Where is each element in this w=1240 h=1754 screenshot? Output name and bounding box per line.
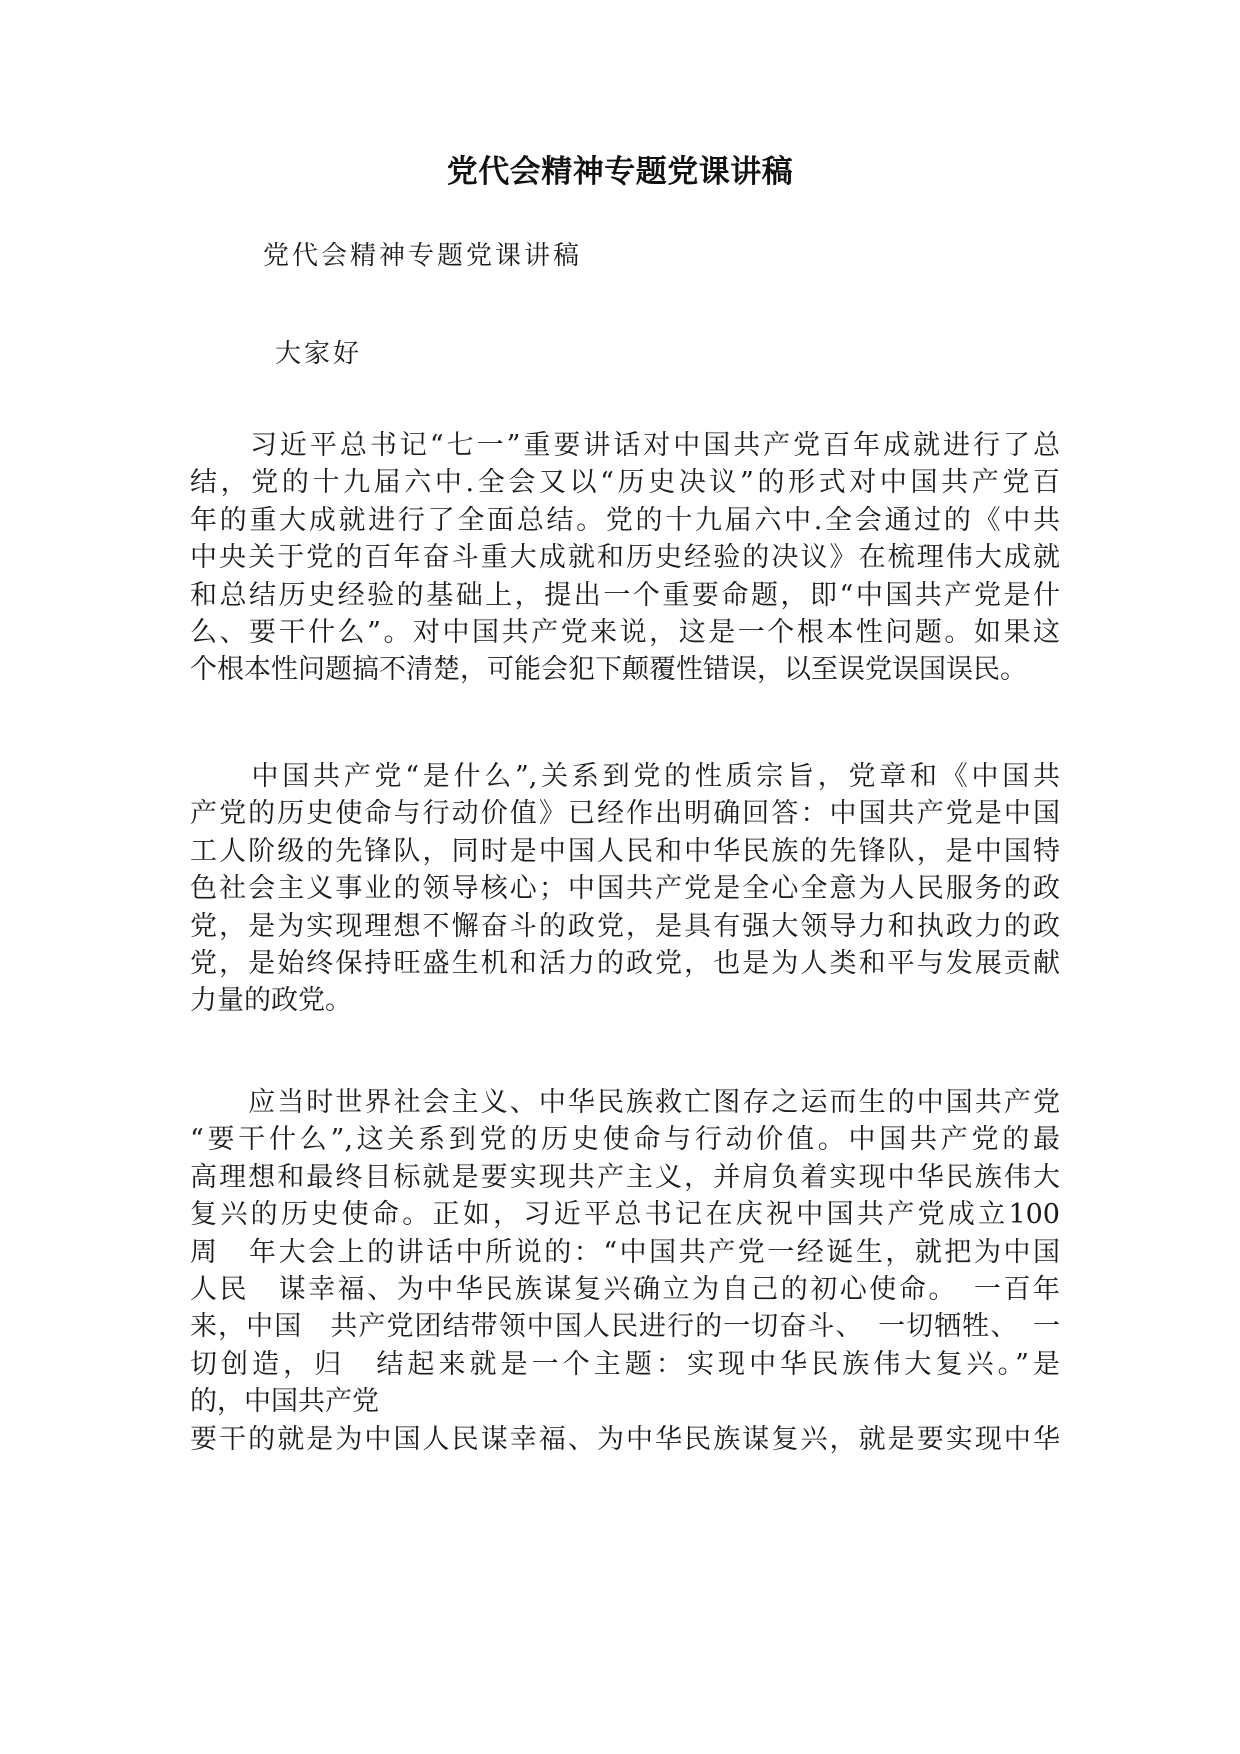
paragraph-line: 力量的政党。 xyxy=(190,985,352,1017)
document-title: 党代会精神专题党课讲稿 xyxy=(446,154,794,190)
paragraph-line: 复兴的历史使命。正如，习近平总书记在庆祝中国共产党成立100 xyxy=(190,1199,1060,1231)
greeting-line: 大家好 xyxy=(275,339,363,369)
document-subtitle: 党代会精神专题党课讲稿 xyxy=(263,241,583,271)
paragraph-line: 来，中国 共产党团结带领中国人民进行的一切奋斗、 一切牺牲、 一 xyxy=(190,1311,1060,1343)
paragraph-2 xyxy=(190,758,1060,1020)
paragraph-line: 的，中国共产党 xyxy=(190,1386,379,1418)
paragraph-line: 人民 谋幸福、为中华民族谋复兴确立为自己的初心使命。 一百年 xyxy=(190,1273,1060,1305)
paragraph-line: 高理想和最终目标就是要实现共产主义，并肩负着实现中华民族伟大 xyxy=(190,1161,1060,1193)
paragraph-line: 党，是始终保持旺盛生机和活力的政党，也是为人类和平与发展贡献 xyxy=(190,947,1060,979)
paragraph-line: 中央关于党的百年奋斗重大成就和历史经验的决议》在梳理伟大成就 xyxy=(190,542,1060,574)
paragraph-line: 工人阶级的先锋队，同时是中国人民和中华民族的先锋队，是中国特 xyxy=(190,835,1060,867)
paragraph-line: 切创造，归 结起来就是一个主题：实现中华民族伟大复兴。”是 xyxy=(190,1348,1060,1380)
paragraph-line: 习近平总书记“七一”重要讲话对中国共产党百年成就进行了总 xyxy=(190,430,1060,461)
paragraph-line: 个根本性问题搞不清楚，可能会犯下颠覆性错误，以至误党误国误民。 xyxy=(190,654,1027,686)
paragraph-1 xyxy=(190,427,1060,689)
paragraph-line: 年的重大成就进行了全面总结。党的十九届六中.全会通过的《中共 xyxy=(190,504,1060,536)
paragraph-line: 中国共产党“是什么”,关系到党的性质宗旨，党章和《中国共 xyxy=(190,761,1060,792)
paragraph-line: 应当时世界社会主义、中华民族救亡图存之运而生的中国共产党 xyxy=(190,1087,1060,1118)
paragraph-line: 周 年大会上的讲话中所说的：“中国共产党一经诞生，就把为中国 xyxy=(190,1236,1060,1268)
paragraph-line: 色社会主义事业的领导核心；中国共产党是全心全意为人民服务的政 xyxy=(190,873,1060,905)
paragraph-line: 结，党的十九届六中.全会又以“历史决议”的形式对中国共产党百 xyxy=(190,467,1060,499)
paragraph-line: “要干什么”,这关系到党的历史使命与行动价值。中国共产党的最 xyxy=(190,1124,1060,1156)
paragraph-line: 党，是为实现理想不懈奋斗的政党，是具有强大领导力和执政力的政 xyxy=(190,910,1060,942)
paragraph-line: 要干的就是为中国人民谋幸福、为中华民族谋复兴，就是要实现中华 xyxy=(190,1423,1060,1455)
paragraph-line: 么、要干什么”。对中国共产党来说，这是一个根本性问题。如果这 xyxy=(190,616,1060,648)
paragraph-3 xyxy=(190,1084,1060,1458)
paragraph-line: 和总结历史经验的基础上，提出一个重要命题，即“中国共产党是什 xyxy=(190,579,1060,611)
paragraph-line: 产党的历史使命与行动价值》已经作出明确回答：中国共产党是中国 xyxy=(190,798,1060,830)
